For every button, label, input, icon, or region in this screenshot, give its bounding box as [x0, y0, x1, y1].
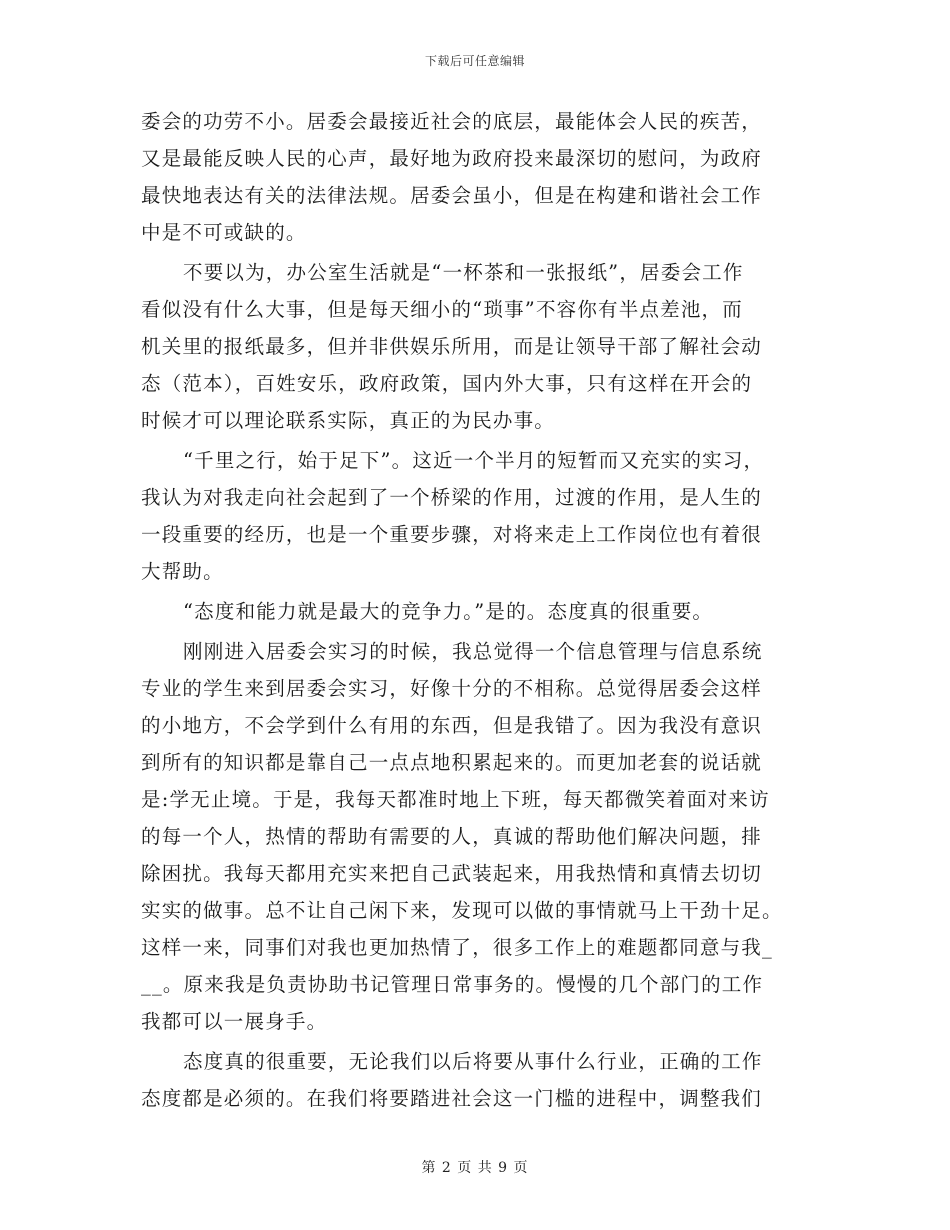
paragraph	[141, 593, 811, 630]
document-body	[141, 103, 811, 1117]
text-line: “态度和能力就是最大的竞争力。”是的。态度真的很重要。	[183, 600, 714, 623]
text-line: 专业的学生来到居委会实习，好像十分的不相称。总觉得居委会这样	[141, 677, 763, 700]
text-line: 刚刚进入居委会实习的时候，我总觉得一个信息管理与信息系统	[183, 640, 763, 663]
text-line: __。原来我是负责协助书记管理日常事务的。慢慢的几个部门的工作	[141, 973, 764, 996]
paragraph	[141, 103, 811, 251]
text-line: “千里之行，始于足下”。这近一个半月的短暂而又充实的实习，	[183, 449, 765, 472]
page-number-footer: 第 2 页 共 9 页	[421, 1160, 529, 1176]
text-line: 态（范本），百姓安乐，政府政策，国内外大事，只有这样在开会的	[141, 372, 753, 395]
text-line: 的小地方，不会学到什么有用的东西，但是我错了。因为我没有意识	[141, 714, 763, 737]
text-line: 是:学无止境。于是，我每天都准时地上下班，每天都微笑着面对来访	[141, 788, 770, 811]
text-line: 不要以为，办公室生活就是“一杯茶和一张报纸”，居委会工作	[183, 261, 744, 284]
text-line: 机关里的报纸最多，但并非供娱乐所用，而是让领导干部了解社会动	[141, 335, 763, 358]
text-line: 又是最能反映人民的心声，最好地为政府投来最深切的慰问，为政府	[141, 147, 763, 170]
text-line: 最快地表达有关的法律法规。居委会虽小，但是在构建和谐社会工作	[141, 184, 763, 207]
text-line: 到所有的知识都是靠自己一点点地积累起来的。而更加老套的说话就	[141, 751, 763, 774]
paragraph	[141, 633, 811, 1040]
text-line: 一段重要的经历，也是一个重要步骤，对将来走上工作岗位也有着很	[141, 523, 763, 546]
paragraph	[141, 442, 811, 590]
text-line: 中是不可或缺的。	[141, 221, 307, 244]
text-line: 除困扰。我每天都用充实来把自己武装起来，用我热情和真情去切切	[141, 862, 763, 885]
text-line: 大帮助。	[141, 560, 224, 583]
text-line: 的每一个人，热情的帮助有需要的人，真诚的帮助他们解决问题，排	[141, 825, 763, 848]
text-line: 看似没有什么大事，但是每天细小的“琐事”不容你有半点差池，而	[141, 298, 743, 321]
text-line: 态度真的很重要，无论我们以后将要从事什么行业，正确的工作	[183, 1050, 763, 1073]
text-line: 实实的做事。总不让自己闲下来，发现可以做的事情就马上干劲十足。	[141, 899, 783, 922]
text-line: 我认为对我走向社会起到了一个桥梁的作用，过渡的作用，是人生的	[141, 486, 763, 509]
text-line: 委会的功劳不小。居委会最接近社会的底层，最能体会人民的疾苦，	[141, 110, 763, 133]
text-line: 时候才可以理论联系实际，真正的为民办事。	[141, 409, 556, 432]
paragraph	[141, 1043, 811, 1117]
text-line: 态度都是必须的。在我们将要踏进社会这一门槛的进程中，调整我们	[141, 1087, 763, 1110]
text-line: 我都可以一展身手。	[141, 1010, 328, 1033]
paragraph	[141, 254, 811, 439]
text-line: 这样一来，同事们对我也更加热情了，很多工作上的难题都同意与我_	[141, 936, 773, 959]
page-header: 下载后可任意编辑	[424, 54, 525, 68]
